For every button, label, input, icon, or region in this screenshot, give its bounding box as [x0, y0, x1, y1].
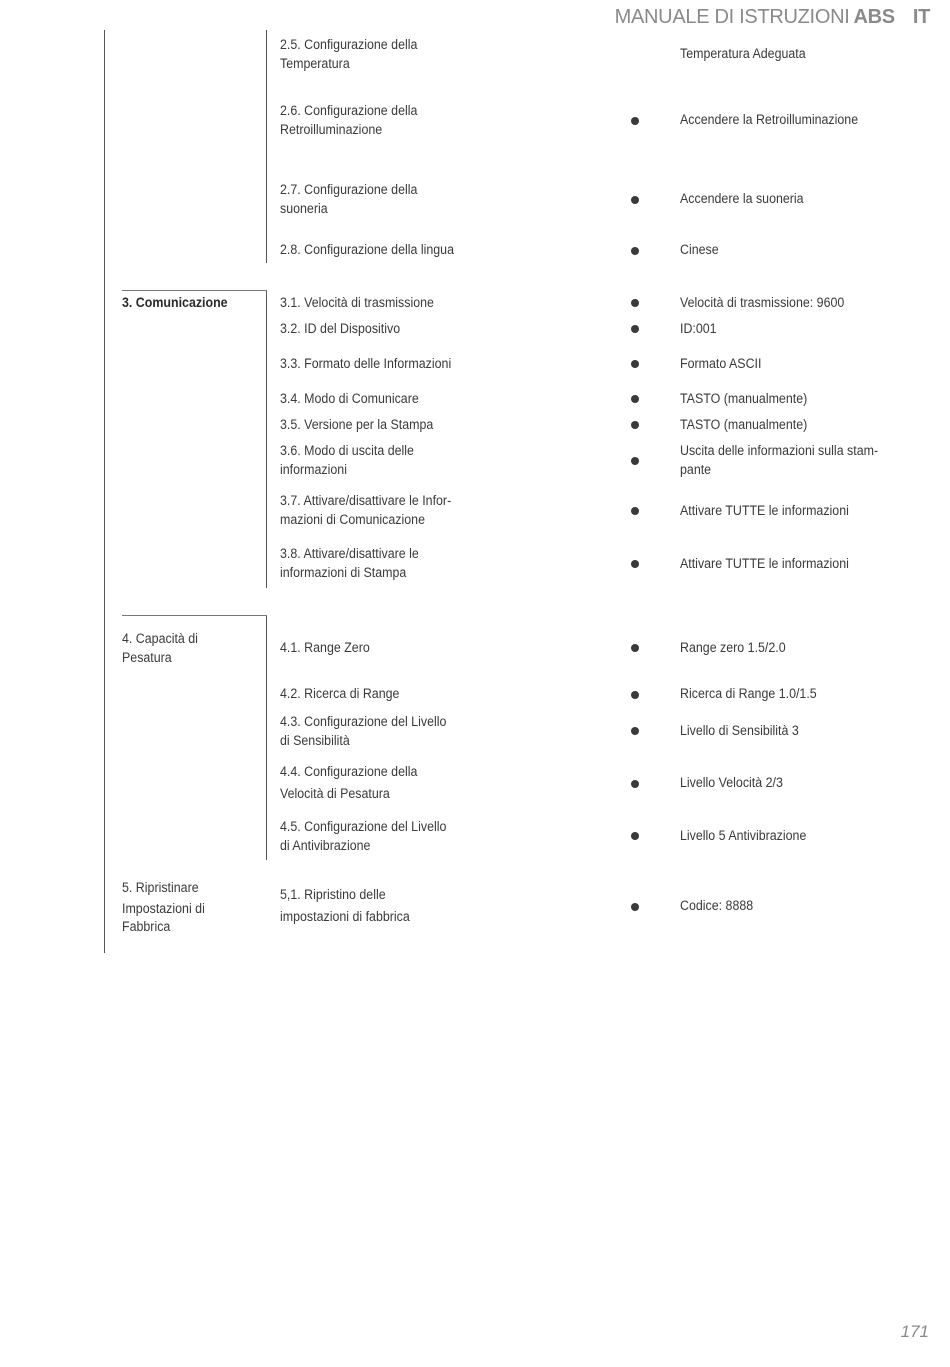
bullet-icon — [631, 117, 639, 125]
setting-3-4: 3.4. Modo di Comunicare — [280, 391, 419, 406]
bullet-icon — [631, 780, 639, 788]
setting-3-7: 3.7. Attivare/disattivare le Infor- mazioni di Comunicazione — [280, 493, 452, 527]
bullet-icon — [631, 299, 639, 307]
setting-2-6: 2.6. Configurazione della Retroilluminazione — [280, 103, 418, 137]
default-4-3: Livello di Sensibilità 3 — [680, 723, 799, 738]
default-2-8: Cinese — [680, 242, 719, 257]
default-3-7: Attivare TUTTE le informazioni — [680, 503, 849, 518]
bullet-icon — [631, 560, 639, 568]
bullet-icon — [631, 325, 639, 333]
bullet-icon — [631, 832, 639, 840]
group2-vertical-line — [266, 30, 267, 263]
setting-5-1: 5,1. Ripristino delle impostazioni di fabbrica — [280, 887, 410, 924]
setting-4-2: 4.2. Ricerca di Range — [280, 686, 400, 701]
bullet-icon — [631, 457, 639, 465]
setting-3-3: 3.3. Formato delle Informazioni — [280, 356, 452, 371]
setting-4-4: 4.4. Configurazione della Velocità di Pesatura — [280, 764, 418, 801]
bullet-icon — [631, 507, 639, 515]
setting-3-5: 3.5. Versione per la Stampa — [280, 417, 434, 432]
default-3-6: Uscita delle informazioni sulla stam- pante — [680, 443, 879, 477]
setting-3-2: 3.2. ID del Dispositivo — [280, 321, 401, 336]
default-4-2: Ricerca di Range 1.0/1.5 — [680, 686, 817, 701]
language-code: IT — [912, 6, 930, 28]
setting-2-7: 2.7. Configurazione della suoneria — [280, 182, 418, 216]
bullet-icon — [631, 903, 639, 911]
bullet-icon — [631, 360, 639, 368]
default-3-3: Formato ASCII — [680, 356, 762, 371]
setting-4-3: 4.3. Configurazione del Livello di Sensibilità — [280, 714, 447, 748]
setting-2-5: 2.5. Configurazione della Temperatura — [280, 37, 418, 71]
setting-3-1: 3.1. Velocità di trasmissione — [280, 295, 434, 310]
default-2-7: Accendere la suoneria — [680, 191, 804, 206]
page-header — [615, 6, 930, 29]
default-4-5: Livello 5 Antivibrazione — [680, 828, 807, 843]
group4-top-line — [122, 615, 267, 616]
bullet-icon — [631, 691, 639, 699]
setting-2-8: 2.8. Configurazione della lingua — [280, 242, 455, 257]
bullet-icon — [631, 196, 639, 204]
default-3-2: ID:001 — [680, 321, 717, 336]
page-number: 171 — [900, 1322, 929, 1341]
default-4-4: Livello Velocità 2/3 — [680, 775, 783, 790]
default-3-5: TASTO (manualmente) — [680, 417, 808, 432]
default-3-8: Attivare TUTTE le informazioni — [680, 556, 849, 571]
default-2-5: Temperatura Adeguata — [680, 46, 806, 61]
setting-3-8: 3.8. Attivare/disattivare le informazioni di Stampa — [280, 546, 419, 580]
default-4-1: Range zero 1.5/2.0 — [680, 640, 786, 655]
bullet-icon — [631, 727, 639, 735]
left-vertical-line — [104, 30, 105, 953]
bullet-icon — [631, 421, 639, 429]
setting-4-1: 4.1. Range Zero — [280, 640, 370, 655]
model-name: ABS — [853, 6, 895, 28]
default-2-6: Accendere la Retroilluminazione — [680, 112, 859, 127]
category-capacita-pesatura: 4. Capacità di Pesatura — [122, 631, 198, 665]
bullet-icon — [631, 247, 639, 255]
bullet-icon — [631, 644, 639, 652]
group3-vertical-line — [266, 290, 267, 588]
bullet-icon — [631, 395, 639, 403]
group4-vertical-line — [266, 615, 267, 860]
default-5-1: Codice: 8888 — [680, 898, 754, 913]
setting-4-5: 4.5. Configurazione del Livello di Antivibrazione — [280, 819, 447, 853]
default-3-1: Velocità di trasmissione: 9600 — [680, 295, 845, 310]
setting-3-6: 3.6. Modo di uscita delle informazioni — [280, 443, 414, 477]
manual-title: MANUALE DI ISTRUZIONI — [614, 6, 850, 28]
default-3-4: TASTO (manualmente) — [680, 391, 808, 406]
category-ripristinare: 5. Ripristinare Impostazioni di Fabbrica — [122, 880, 205, 934]
category-comunicazione: 3. Comunicazione — [122, 295, 228, 310]
group3-top-line — [122, 290, 267, 291]
